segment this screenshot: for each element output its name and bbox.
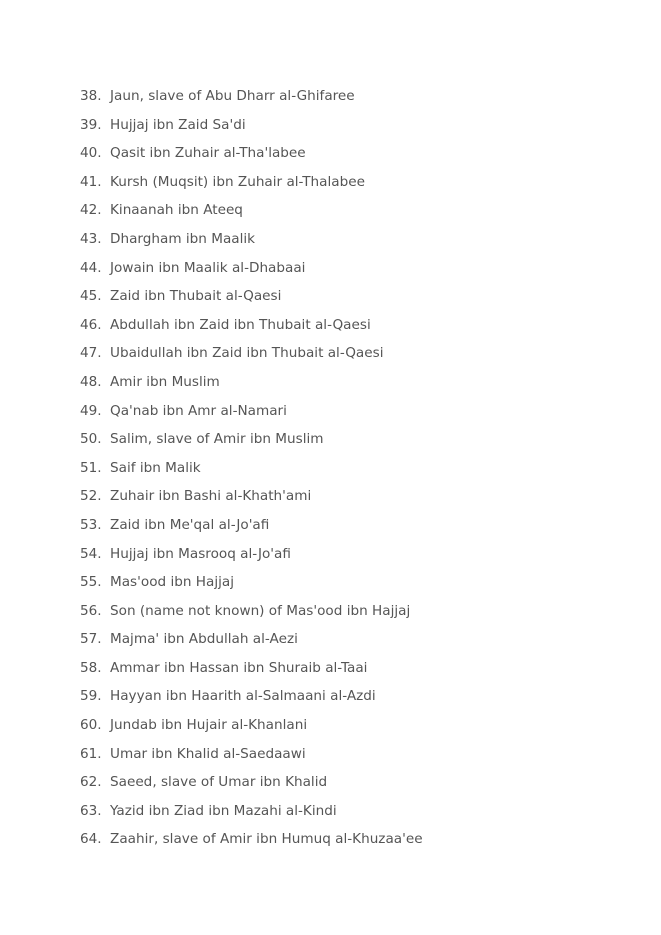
item-number: 44. bbox=[80, 259, 102, 276]
list-item bbox=[80, 115, 423, 144]
item-number: 50. bbox=[80, 431, 102, 448]
item-number: 47. bbox=[80, 345, 102, 362]
item-number: 41. bbox=[80, 173, 102, 190]
item-number: 40. bbox=[80, 145, 102, 162]
list-item bbox=[80, 515, 423, 544]
item-number: 52. bbox=[80, 488, 102, 505]
item-text: Son (name not known) of Mas'ood ibn Hajjaj bbox=[110, 602, 411, 619]
list-item bbox=[80, 172, 423, 201]
item-number: 61. bbox=[80, 745, 102, 762]
item-text: Saeed, slave of Umar ibn Khalid bbox=[110, 774, 328, 791]
numbered-name-list bbox=[80, 86, 423, 858]
item-number: 48. bbox=[80, 373, 102, 390]
item-number: 64. bbox=[80, 831, 102, 848]
list-item bbox=[80, 372, 423, 401]
item-text: Kinaanah ibn Ateeq bbox=[110, 202, 243, 219]
item-text: Zaid ibn Thubait al-Qaesi bbox=[110, 288, 282, 305]
item-text: Amir ibn Muslim bbox=[110, 373, 220, 390]
item-text: Zuhair ibn Bashi al-Khath'ami bbox=[110, 488, 312, 505]
item-text: Yazid ibn Ziad ibn Mazahi al-Kindi bbox=[110, 802, 337, 819]
item-number: 51. bbox=[80, 459, 102, 476]
item-text: Hujjaj ibn Masrooq al-Jo'afi bbox=[110, 545, 291, 562]
list-item bbox=[80, 544, 423, 573]
list-item bbox=[80, 200, 423, 229]
item-text: Qa'nab ibn Amr al-Namari bbox=[110, 402, 287, 419]
list-item bbox=[80, 315, 423, 344]
item-number: 45. bbox=[80, 288, 102, 305]
list-item bbox=[80, 744, 423, 773]
item-text: Jowain ibn Maalik al-Dhabaai bbox=[110, 259, 306, 276]
list-item bbox=[80, 572, 423, 601]
item-text: Salim, slave of Amir ibn Muslim bbox=[110, 431, 324, 448]
item-number: 59. bbox=[80, 688, 102, 705]
list-item bbox=[80, 286, 423, 315]
item-number: 42. bbox=[80, 202, 102, 219]
item-text: Zaahir, slave of Amir ibn Humuq al-Khuzaa'ee bbox=[110, 831, 423, 848]
item-text: Ubaidullah ibn Zaid ibn Thubait al-Qaesi bbox=[110, 345, 384, 362]
list-item bbox=[80, 429, 423, 458]
item-number: 43. bbox=[80, 230, 102, 247]
list-item bbox=[80, 143, 423, 172]
item-text: Umar ibn Khalid al-Saedaawi bbox=[110, 745, 306, 762]
list-item bbox=[80, 801, 423, 830]
item-text: Hujjaj ibn Zaid Sa'di bbox=[110, 116, 246, 133]
list-item bbox=[80, 772, 423, 801]
list-item bbox=[80, 343, 423, 372]
item-number: 57. bbox=[80, 631, 102, 648]
item-text: Dhargham ibn Maalik bbox=[110, 230, 256, 247]
item-text: Ammar ibn Hassan ibn Shuraib al-Taai bbox=[110, 659, 368, 676]
list-item bbox=[80, 86, 423, 115]
list-item bbox=[80, 829, 423, 858]
list-item bbox=[80, 601, 423, 630]
list-item bbox=[80, 629, 423, 658]
item-text: Saif ibn Malik bbox=[110, 459, 201, 476]
item-number: 38. bbox=[80, 88, 102, 104]
list-item bbox=[80, 229, 423, 258]
item-number: 63. bbox=[80, 802, 102, 819]
item-number: 39. bbox=[80, 116, 102, 133]
item-text: Qasit ibn Zuhair al-Tha'labee bbox=[110, 145, 306, 162]
list-item bbox=[80, 715, 423, 744]
item-text: Kursh (Muqsit) ibn Zuhair al-Thalabee bbox=[110, 173, 365, 190]
list-item bbox=[80, 486, 423, 515]
list-item bbox=[80, 658, 423, 687]
item-text: Jaun, slave of Abu Dharr al-Ghifaree bbox=[110, 88, 355, 104]
item-number: 56. bbox=[80, 602, 102, 619]
list-item bbox=[80, 401, 423, 430]
list-item bbox=[80, 686, 423, 715]
item-text: Jundab ibn Hujair al-Khanlani bbox=[110, 717, 308, 734]
item-number: 60. bbox=[80, 717, 102, 734]
list-item bbox=[80, 458, 423, 487]
item-text: Abdullah ibn Zaid ibn Thubait al-Qaesi bbox=[110, 316, 371, 333]
item-text: Hayyan ibn Haarith al-Salmaani al-Azdi bbox=[110, 688, 376, 705]
list-item bbox=[80, 258, 423, 287]
item-text: Mas'ood ibn Hajjaj bbox=[110, 574, 235, 591]
item-number: 55. bbox=[80, 574, 102, 591]
item-number: 58. bbox=[80, 659, 102, 676]
item-text: Zaid ibn Me'qal al-Jo'afi bbox=[110, 516, 270, 533]
item-number: 53. bbox=[80, 516, 102, 533]
item-text: Majma' ibn Abdullah al-Aezi bbox=[110, 631, 298, 648]
item-number: 46. bbox=[80, 316, 102, 333]
item-number: 62. bbox=[80, 774, 102, 791]
item-number: 49. bbox=[80, 402, 102, 419]
item-number: 54. bbox=[80, 545, 102, 562]
